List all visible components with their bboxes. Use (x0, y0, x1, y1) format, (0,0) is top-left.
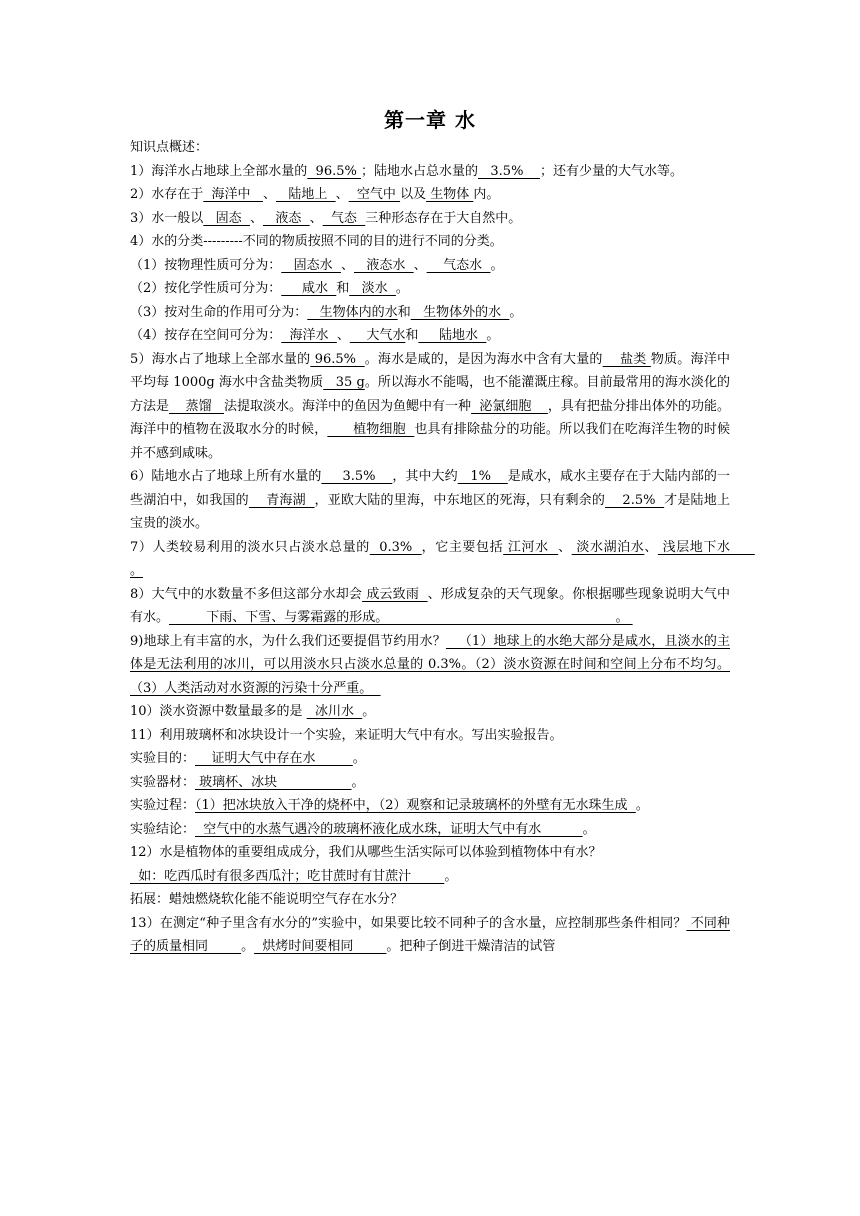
answer-blank: 固态水 (281, 257, 341, 273)
question-text: 、 (262, 187, 276, 202)
question-text: 10）淡水资源中数量最多的是 (130, 704, 307, 719)
paragraph-p4c (130, 301, 730, 325)
paragraph-p3 (130, 207, 730, 231)
paragraph-p11c (130, 794, 730, 818)
paragraph-p1 (130, 160, 730, 184)
answer-blank: 蒸馏 (169, 398, 224, 414)
answer-blank: 玻璃杯、冰块 (195, 774, 352, 790)
answer-blank: 咸水 (281, 281, 337, 296)
intro-heading: 知识点概述： (130, 140, 209, 155)
answer-blank: 35 g (323, 375, 365, 390)
question-text: 6）陆地水占了地球上所有水量的 (130, 469, 322, 484)
answer-blank: 固态 (203, 210, 250, 226)
paragraph-p11 (130, 724, 730, 748)
question-text: 。海水是咸的，是因为海水中含有大量的 (364, 351, 603, 367)
question-text: 11）利用玻璃杯和冰块设计一个实验，来证明大气中有水。写出实验报告。 (130, 727, 563, 743)
answer-blank: 1% (457, 469, 508, 484)
answer-blank: 泌氯细胞 (471, 398, 548, 414)
question-text: 三种形态存在于大自然中。 (365, 210, 522, 226)
answer-blank: 96.5% (310, 351, 365, 367)
question-text: 、 (336, 328, 350, 343)
question-text: 实验结论： (130, 821, 196, 837)
question-text: （1）按物理性质可分为： (130, 257, 282, 273)
answer-blank: 液态水 (353, 257, 414, 273)
question-text: 实验器材： (130, 774, 196, 790)
question-text: 。 (509, 304, 523, 320)
question-text: 和 (405, 328, 419, 343)
question-text: 。 (490, 257, 504, 273)
answer-blank: 大气水 (349, 328, 406, 343)
answer-blank: 生物体内的水 (307, 304, 398, 320)
paragraph-p13 (130, 912, 730, 959)
question-text: 物质。海洋中平均每 1000g 海水中含盐类物质 (130, 351, 730, 390)
answer-blank: 如：吃西瓜时有很多西瓜汁；吃甘蔗时有甘蔗汁 (130, 868, 445, 884)
answer-blank: 盐类 (602, 351, 651, 367)
paragraph-p11a (130, 747, 730, 771)
question-text: 3）水一般以 (130, 210, 204, 226)
answer-blank: 证明大气中存在水 (195, 751, 353, 766)
question-text: 8）大气中的水数量不多但这部分水却会 (130, 586, 363, 602)
answer-blank: （1）把冰块放入干净的烧杯中，（2）观察和记录玻璃杯的外壁有无水珠生成 (195, 798, 636, 813)
question-text: 。 (395, 281, 409, 296)
question-text: ，具有把盐分排出体外的功能。海洋中的植物在汲取水分的时候， (130, 398, 730, 437)
answer-blank: 陆地水 (418, 328, 487, 343)
question-text: 法提取淡水。海洋中的鱼因为鱼鳃中有一种 (223, 398, 472, 414)
question-text: 。 (352, 751, 366, 766)
paragraph-p12b (130, 888, 730, 912)
answer-blank: 0.3% (369, 539, 422, 555)
question-text: 、形成复杂的天气现象。你根据哪些现象说明大气中有水。 (130, 586, 730, 625)
question-text: 、 (644, 539, 658, 555)
answer-blank: 气态 (322, 210, 366, 226)
question-text: 、 (413, 257, 427, 273)
question-text: 拓展：蜡烛燃烧软化能不能说明空气存在水分？ (130, 892, 404, 907)
answer-blank: 3.5% (478, 163, 540, 179)
question-text: 、 (249, 210, 263, 226)
question-text: 以及 (400, 187, 427, 202)
question-text: 、 (309, 210, 323, 226)
question-text: 和 (397, 304, 411, 320)
answer-blank: 空气中 (348, 187, 401, 202)
answer-blank: 青海湖 (248, 492, 315, 508)
paragraph-p4 (130, 230, 730, 254)
question-text: 、 (558, 539, 572, 555)
answer-blank: 生物体外的水 (410, 304, 510, 320)
question-text: 。 (635, 798, 649, 813)
answer-blank: 不同种子的质量相同 (130, 915, 730, 954)
paragraph-p12 (130, 841, 730, 865)
answer-blank: 江河水 (503, 539, 559, 555)
answer-blank: 烘烤时间要相同 (254, 939, 387, 954)
question-text: 也具有排除盐分的功能。所以我们在吃海洋生物的时候并不感到咸味。 (130, 422, 730, 461)
answer-blank: 96.5% (307, 163, 361, 179)
answer-blank: 空气中的水蒸气遇冷的玻璃杯液化成水珠，证明大气中有水 (195, 821, 583, 837)
question-text: （2）按化学性质可分为： (130, 281, 282, 296)
question-text: 、 (340, 257, 354, 273)
question-text: 9)地球上有丰富的水，为什么我们还要提倡节约用水？ (130, 633, 446, 649)
answer-blank: 陆地上 (275, 187, 336, 202)
paragraph-p4b (130, 277, 730, 301)
question-text: 7）人类较易利用的淡水只占淡水总量的 (130, 539, 370, 555)
question-text: 2）水存在于 (130, 187, 204, 202)
question-text: 1）海洋水占地球上全部水量的 (130, 163, 308, 179)
answer-blank: 淡水湖泊水 (571, 539, 645, 555)
question-text: 、 (335, 187, 349, 202)
question-text: 4）水的分类---------不同的物质按照不同的目的进行不同的分类。 (130, 234, 503, 249)
paragraph-p10 (130, 700, 730, 724)
paragraph-p11b (130, 771, 730, 795)
answer-blank: 浅层地下水 。 (130, 539, 755, 578)
question-text: 。把种子倒进干燥清洁的试管 (386, 939, 556, 954)
answer-blank: 液态 (262, 210, 310, 226)
answer-blank: 海洋水 (281, 328, 337, 343)
answer-blank: 成云致雨 (362, 586, 428, 602)
paragraph-p12a (130, 865, 730, 889)
question-text: 内。 (473, 187, 500, 202)
question-text: 。所以海水不能喝，也不能灌溉庄稼。目前最常用的海水淡化的方法是 (130, 375, 730, 414)
paragraph-p5 (130, 348, 730, 466)
paragraph-p2 (130, 183, 730, 207)
question-text: 。 (241, 939, 255, 954)
answer-blank: （1）地球上的水绝大部分是咸水，且淡水的主体是无法利用的冰川，可以用淡水只占淡水总量的 0.3%。（2）淡水资源在时间和空间上分布不均匀。（3）人类活动对水资源的污染十分严重。 (130, 633, 731, 696)
answer-blank: 3.5% (321, 469, 393, 484)
question-text: ，它主要包括 (421, 539, 504, 555)
question-text: （4）按存在空间可分为： (130, 328, 282, 343)
document-body (130, 136, 755, 959)
question-text: 13）在测定“种子里含有水分的”实验中，如果要比较不同种子的含水量，应控制那些条件相同？ (130, 915, 687, 931)
answer-blank: 2.5% (605, 492, 665, 508)
paragraph-p6 (130, 465, 730, 536)
answer-blank: 淡水 (349, 281, 396, 296)
question-text: ，亚欧大陆的里海，中东地区的死海，只有剩余的 (314, 492, 606, 508)
question-text: （3）按对生命的作用可分为： (130, 304, 308, 320)
paragraph-p4a (130, 254, 730, 278)
question-text: 。 (582, 821, 596, 837)
answer-blank: 植物细胞 (327, 422, 415, 437)
answer-blank: 气态水 (426, 257, 491, 273)
question-text: 12）水是植物体的重要组成成分，我们从哪些生活实际可以体验到植物体中有水？ (130, 845, 602, 860)
paragraph-p7 (130, 536, 755, 583)
question-text: 。 (362, 704, 376, 719)
question-text: ，其中大约 (392, 469, 458, 484)
paragraph-p4d (130, 324, 730, 348)
question-text: 是咸水，咸水主要存在于大陆内部的一些湖泊中，如我国的 (130, 469, 730, 508)
paragraph-p8 (130, 583, 730, 630)
question-text: ；陆地水占总水量的 (360, 163, 478, 179)
paragraph-p9 (130, 630, 730, 701)
question-text: 。 (351, 774, 365, 790)
question-text: 实验过程： (130, 798, 196, 813)
paragraph-p11d (130, 818, 730, 842)
question-text: ；还有少量的大气水等。 (539, 163, 683, 179)
answer-blank: 冰川水 (306, 704, 363, 719)
question-text: 。 (444, 868, 458, 884)
chapter-title: 第一章 水 (384, 108, 476, 132)
answer-blank: 海洋中 (203, 187, 263, 202)
question-text: 。 (486, 328, 500, 343)
answer-blank: 下雨、下雪、与雾霜露的形成。 。 (169, 610, 633, 625)
question-text: 才是陆地上宝贵的淡水。 (130, 492, 730, 531)
question-text: 实验目的： (130, 751, 196, 766)
question-text: 5）海水占了地球上全部水量的 (130, 351, 311, 367)
question-text: 和 (336, 281, 350, 296)
answer-blank: 生物体 (426, 187, 474, 202)
